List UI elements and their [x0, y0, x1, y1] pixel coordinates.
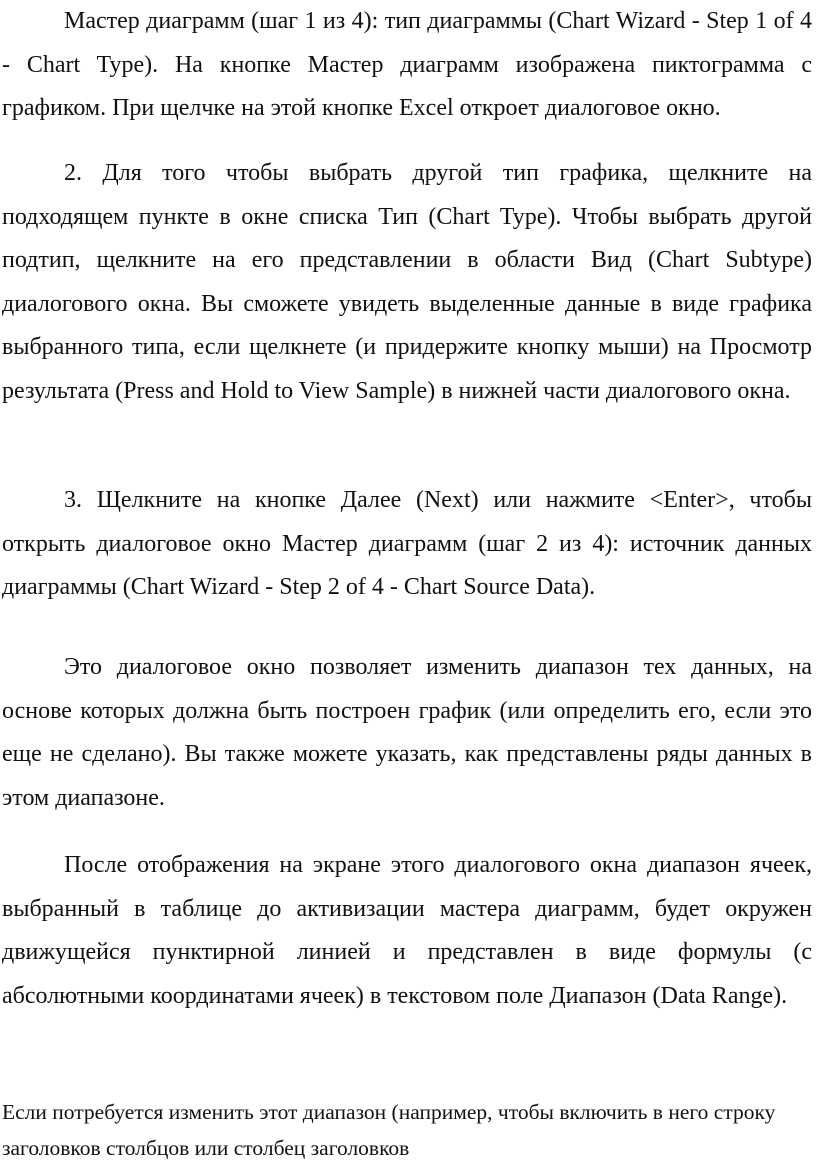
paragraph-change-range: Если потребуется изменить этот диапазон (например, чтобы включить в него строку заголовков столбцов или столбец заголовков	[2, 1100, 776, 1160]
paragraph-step-1-chart-type: Мастер диаграмм (шаг 1 из 4): тип диаграммы (Chart Wizard - Step 1 of 4 - Chart Type). На кнопке Мастер диаграмм изображена пиктограмма с графиком. При щелчке на этой кнопке Excel откроет диалоговое окно.	[2, 8, 812, 122]
paragraph-step-3-next: 3. Щелкните на кнопке Далее (Next) или нажмите <Enter>, чтобы открыть диалоговое окно Мастер диаграмм (шаг 2 из 4): источник данных диаграммы (Chart Wizard - Step 2 of 4 - Chart Source Data).	[2, 487, 812, 601]
paragraph-data-range-info: Это диалоговое окно позволяет изменить диапазон тех данных, на основе которых должна быть построен график (или определить его, если это еще не сделано). Вы также можете указать, как представлены ряды данных в этом диапазоне.	[2, 654, 812, 811]
paragraph-range-display: После отображения на экране этого диалогового окна диапазон ячеек, выбранный в таблице до активизации мастера диаграмм, будет окружен движущейся пунктирной линией и представлен в виде формулы (с абсолютными координатами ячеек) в текстовом поле Диапазон (Data Range).	[2, 852, 812, 1009]
paragraph-step-2-select-type: 2. Для того чтобы выбрать другой тип графика, щелкните на подходящем пункте в окне списка Тип (Chart Type). Чтобы выбрать другой подтип, щелкните на его представлении в области Вид (Chart Subtype) диалогового окна. Вы сможете увидеть выделенные данные в виде графика выбранного типа, если щелкнете (и придержите кнопку мыши) на Просмотр результата (Press and Hold to View Sample) в нижней части диалогового окна.	[2, 160, 812, 404]
